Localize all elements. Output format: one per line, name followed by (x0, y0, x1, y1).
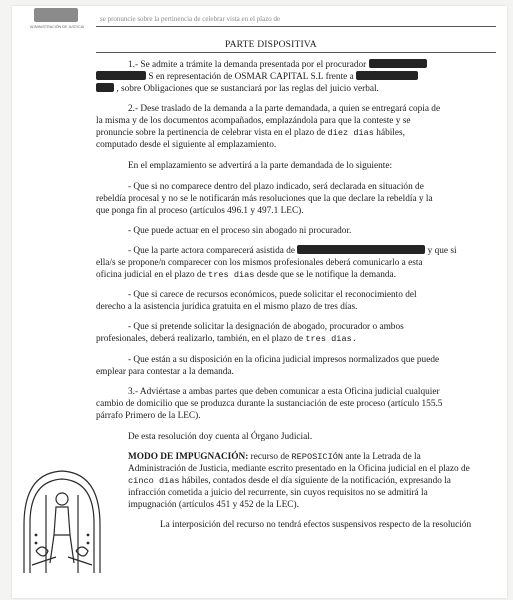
redacted-name (369, 59, 427, 68)
paragraph-text: desde que se le notifique la demanda. (256, 270, 396, 280)
warning-3-line-2: ella/s se propone/n comparecer con los mismos profesionales deberá comunicarlo a esta (96, 258, 423, 268)
warning-1-line-2: rebeldía procesal y no se le notificarán más resoluciones que la que declare la rebeldía y la (96, 194, 433, 204)
impugnation-line-4: infracción cometida a juicio del recurrente, sin cuyos requisitos no se admitirá la (128, 488, 428, 498)
title-rule (96, 52, 496, 53)
paragraph-text: hábiles, (376, 128, 405, 138)
warning-4-line-1: - Que si carece de recursos económicos, puede solicitar el reconocimiento del (128, 290, 417, 300)
paragraph-1-line-3 (96, 83, 496, 95)
impugnation-heading: MODO DE IMPUGNACIÓN: (128, 452, 249, 462)
section-title: PARTE DISPOSITIVA (225, 40, 317, 50)
paragraph-text: hábiles, contados desde el día siguiente de la notificación, expresando la (181, 476, 451, 486)
paragraph-3: En el emplazamiento se advertirá a la parte demandada de lo siguiente: (128, 161, 393, 171)
redacted-name (96, 71, 146, 80)
paragraph-text: y que si (427, 246, 457, 256)
paragraph-text: - Que la parte actora comparecerá asistida de (128, 246, 295, 256)
impugnation-line-1 (128, 451, 498, 463)
paragraph-10-line-1: 3.- Adviértase a ambas partes que deben comunicar a esta Oficina judicial cualquier (128, 387, 440, 397)
warning-3-line-1 (128, 245, 498, 257)
deadline-term: tres dias (208, 270, 255, 280)
warning-6-line-1: - Que están a su disposición en la oficina judicial impresos normalizados que puede (128, 355, 440, 365)
andalusia-emblem-icon (16, 465, 108, 577)
court-seal-logo (34, 8, 78, 22)
warning-5-line-1: - Que si pretende solicitar la designación de abogado, procurador o ambos (128, 322, 404, 332)
paragraph-2-line-3 (96, 127, 498, 139)
paragraph-text: profesionales, deberá realizarlo, también, en el plazo de (96, 334, 304, 344)
warning-3-line-3 (96, 269, 498, 281)
deadline-term: diez dias (327, 128, 374, 138)
redacted-name (297, 245, 425, 254)
paragraph-1-line-2 (96, 71, 496, 83)
deadline-term: tres dias. (305, 334, 357, 344)
paragraph-2-line-2: la misma y de los documentos acompañados, emplazándola para que la conteste y se (96, 116, 411, 126)
warning-1-line-1: - Que si no comparece dentro del plazo indicado, será declarada en situación de (128, 182, 424, 192)
warning-6-line-2: emplear para contestar a la demanda. (96, 367, 234, 377)
deadline-term: cinco dias (128, 476, 180, 486)
paragraph-text: ante la Letrada de la (345, 452, 421, 462)
header-rule (96, 26, 496, 27)
warning-5-line-2 (96, 333, 498, 345)
redacted-name (96, 83, 114, 92)
paragraph-13: La interposición del recurso no tendrá efectos suspensivos respecto de la resolución (160, 520, 472, 530)
warning-2: - Que puede actuar en el proceso sin abogado ni procurador. (128, 226, 352, 236)
impugnation-line-2: Administración de Justicia, mediante escrito presentado en la Oficina judicial en el plazo de (128, 464, 470, 474)
warning-1-line-3: que ponga fin al proceso (artículos 496.1 y 497.1 LEC). (96, 206, 304, 216)
warning-4-line-2: derecho a la asistencia jurídica gratuita en el mismo plazo de tres días. (96, 302, 358, 312)
impugnation-line-5: impugnación (artículos 451 y 452 de la LEC). (128, 500, 299, 510)
paragraph-text: pronuncie sobre la pertinencia de celebrar vista en el plazo de (96, 128, 326, 138)
paragraph-10-line-3: párrafo Primero de la LEC). (96, 411, 201, 421)
paragraph-text: , sobre Obligaciones que se sustanciará por las reglas del juicio verbal. (116, 84, 379, 94)
paragraph-text: oficina judicial en el plazo de (96, 270, 206, 280)
paragraph-1-line-1 (128, 59, 498, 71)
paragraph-text: frente a (325, 72, 354, 82)
paragraph-text: 1.- Se admite a trámite la demanda presentada por el procurador (128, 60, 367, 70)
paragraph-2-line-4: computado desde el siguiente al emplazamiento. (96, 140, 277, 150)
paragraph-2-line-1: 2.- Dese traslado de la demanda a la parte demandada, a quien se entregará copia de (128, 104, 441, 114)
faded-top-line: se pronuncie sobre la pertinencia de celebrar vista en el plazo de (100, 15, 281, 23)
redacted-name (356, 71, 418, 80)
paragraph-text: S en representación de (148, 72, 233, 82)
appeal-type: REPOSICIÓN (291, 452, 344, 462)
paragraph-text: recurso de (250, 452, 290, 462)
paragraph-11: De esta resolución doy cuenta al Órgano Judicial. (128, 432, 313, 442)
paragraph-10-line-2: cambio de domicilio que se produzca durante la sustanciación de este proceso (artículo 155.5 (96, 399, 443, 409)
company-name: OSMAR CAPITAL S.L (234, 72, 324, 82)
court-seal-text: ADMINISTRACIÓN DE JUSTICIA (29, 25, 85, 29)
impugnation-line-3 (128, 475, 498, 487)
